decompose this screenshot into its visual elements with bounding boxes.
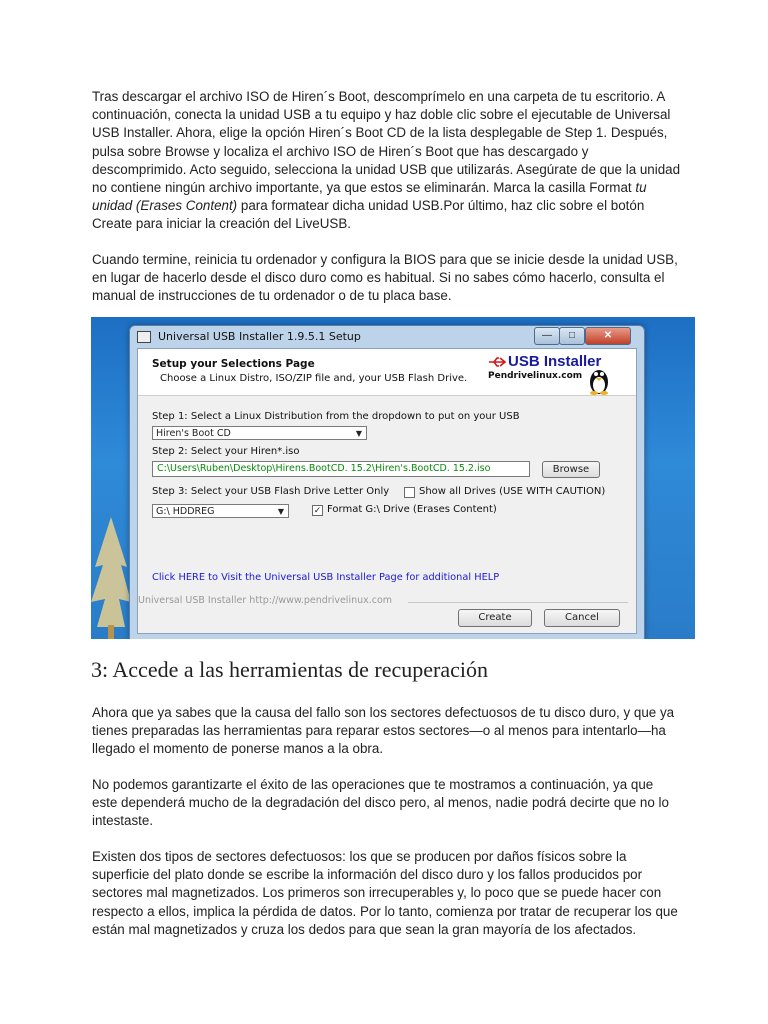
maximize-button[interactable]: □ (559, 327, 585, 345)
page-title: Setup your Selections Page (152, 358, 315, 370)
logo-subtitle: Pendrivelinux.com (488, 371, 583, 381)
help-link[interactable]: Click HERE to Visit the Universal USB Installer Page for additional HELP (152, 572, 500, 583)
step2-label: Step 2: Select your Hiren*.iso (152, 446, 300, 457)
minimize-button[interactable]: — (534, 327, 560, 345)
tree-icon (91, 507, 131, 639)
paragraph-text: para formatear dicha unidad USB.Por último, haz clic sobre el botón Create para iniciar la creación del LiveUSB. (92, 198, 645, 232)
show-all-drives-checkbox[interactable] (404, 487, 415, 498)
distribution-value: Hiren's Boot CD (156, 428, 231, 439)
paragraph-instructions (92, 88, 682, 234)
paragraph-after-finish: Cuando termine, reinicia tu ordenador y configura la BIOS para que se inicie desde la unidad USB, en lugar de hacerlo desde el disco duro como es habitual. Si no sabes cómo hacerlo, consulta el manual de instrucciones de tu ordenador o de tu placa base. (92, 252, 678, 304)
logo-title: USB Installer (508, 353, 602, 370)
penguin-icon (586, 365, 612, 395)
window-title: Universal USB Installer 1.9.5.1 Setup (158, 330, 361, 343)
distribution-dropdown[interactable] (152, 426, 367, 440)
paragraph-intro: Ahora que ya sabes que la causa del fallo son los sectores defectuosos de tu disco duro, y que ya tienes preparadas las herramientas para reparar estos sectores—o al menos para intentarlo—ha llegado el momento de ponerse manos a la obra. (92, 705, 675, 757)
footer-text: Universal USB Installer http://www.pendrivelinux.com (138, 595, 393, 606)
paragraph-text: Tras descargar el archivo ISO de Hiren´s Boot, descomprímelo en una carpeta de tu escritorio. A continuación, conecta la unidad USB a tu equipo y haz doble clic sobre el ejecutable de Universal USB Installer. Ahora, elige la opción Hiren´s Boot CD de la lista desplegable de Step 1. Después, pulsa sobre Browse y localiza el archivo ISO de Hiren´s Boot que has descargado y descomprimido. Acto seguido, selecciona la unidad USB que utilizarás. Asegúrate de que la unidad no contiene ningún archivo importante, ya que estos se eliminarán. Marca la casilla Format (92, 89, 681, 196)
step3-label: Step 3: Select your USB Flash Drive Letter Only (152, 486, 390, 497)
paragraph-warning: No podemos garantizarte el éxito de las operaciones que te mostramos a continuación, ya que este dependerá mucho de la degradación del disco pero, al menos, nadie podrá decirte que no lo intestaste. (92, 777, 669, 829)
drive-value: G:\ HDDREG (156, 506, 215, 517)
page-header (138, 349, 636, 396)
usb-symbol-icon (488, 355, 508, 369)
cancel-button[interactable]: Cancel (544, 609, 620, 627)
browse-button[interactable]: Browse (542, 461, 600, 478)
page-subtitle: Choose a Linux Distro, ISO/ZIP file and, your USB Flash Drive. (160, 373, 468, 384)
app-icon (137, 331, 151, 343)
footer-divider (408, 602, 628, 603)
drive-dropdown[interactable] (152, 504, 289, 518)
dropdown-arrow-icon: ▼ (355, 429, 362, 438)
paragraph-sector-types: Existen dos tipos de sectores defectuosos: los que se producen por daños físicos sobre la superficie del plato donde se escribe la información del disco duro y los fallos producidos por sectores mal magnetizados. Los primeros son irrecuperables y, lo poco que se puede hacer con respecto a ellos, implica la pérdida de datos. Por lo tanto, comienza por tratar de recuperar los que están mal magnetizados y cruza los dedos para que sean la gran mayoría de los afectados. (92, 849, 678, 937)
close-button[interactable]: ✕ (585, 327, 631, 345)
usb-installer-logo (488, 353, 628, 393)
format-drive-label: Format G:\ Drive (Erases Content) (327, 504, 497, 515)
paragraph-emphasis: tu unidad (Erases Content) (92, 180, 647, 214)
iso-path-input[interactable]: C:\Users\Ruben\Desktop\Hirens.BootCD. 15.2\Hiren's.BootCD. 15.2.iso (152, 461, 530, 477)
dropdown-arrow-icon: ▼ (277, 507, 284, 516)
window-client (137, 348, 637, 634)
show-all-drives-label: Show all Drives (USE WITH CAUTION) (419, 486, 606, 497)
format-drive-checkbox[interactable]: ✓ (313, 505, 322, 515)
title-bar (130, 326, 644, 348)
section-heading: 3: Accede a las herramientas de recuperación (91, 657, 489, 682)
step1-label: Step 1: Select a Linux Distribution from the dropdown to put on your USB (152, 411, 520, 422)
create-button[interactable]: Create (458, 609, 532, 627)
installer-screenshot (91, 317, 695, 639)
installer-window (129, 325, 645, 639)
